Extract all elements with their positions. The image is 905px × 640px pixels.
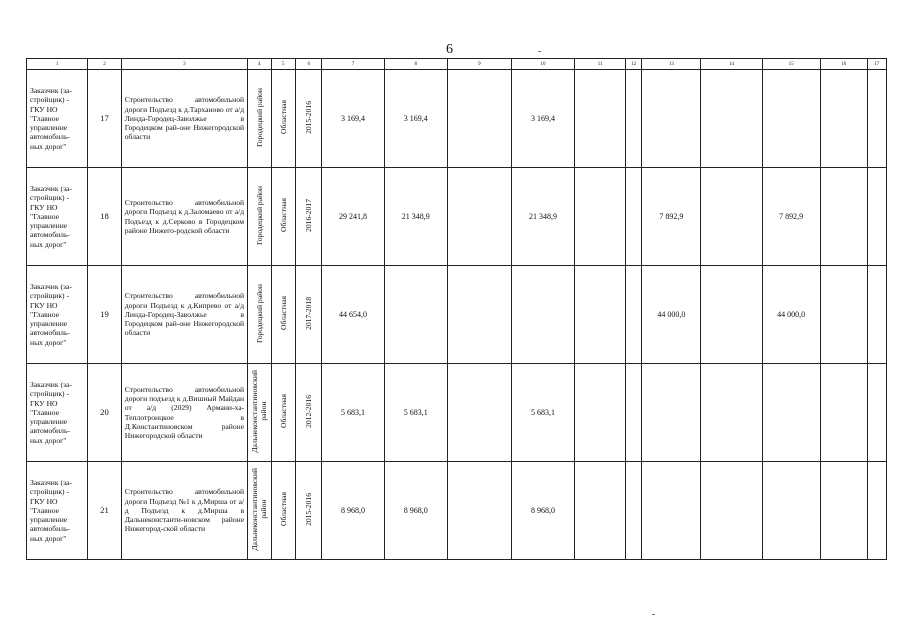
level-cell: Областная [271,462,295,560]
value-cell-12 [626,364,642,462]
customer-cell: Заказчик (за- стройщик) - ГКУ НО "Главное управление автомобиль- ных дорог" [27,70,88,168]
value-cell-15: 44 000,0 [762,266,820,364]
value-cell-9 [447,266,511,364]
column-number: 7 [322,59,384,70]
table-row [27,364,887,462]
period-cell: 2016-2017 [295,168,321,266]
column-number: 5 [271,59,295,70]
value-cell-12 [626,462,642,560]
column-number: 11 [575,59,626,70]
value-cell-15 [762,70,820,168]
customer-cell: Заказчик (за- стройщик) - ГКУ НО "Главное управление автомобиль- ных дорог" [27,266,88,364]
value-cell-15: 7 892,9 [762,168,820,266]
value-cell-13 [642,462,701,560]
column-number: 13 [642,59,701,70]
data-table [26,58,887,560]
column-number: 10 [511,59,574,70]
district-cell: Городецкий район [248,70,271,168]
column-number: 9 [447,59,511,70]
value-cell-12 [626,70,642,168]
value-cell-14 [701,364,762,462]
column-number: 8 [384,59,447,70]
district-cell: Городецкий район [248,168,271,266]
row-number-cell: 18 [88,168,122,266]
period-cell: 2015-2016 [295,462,321,560]
column-number: 1 [27,59,88,70]
value-cell-10: 21 348,9 [511,168,574,266]
value-cell-16 [820,168,867,266]
column-number: 4 [248,59,271,70]
value-cell-16 [820,462,867,560]
value-cell-7: 5 683,1 [322,364,384,462]
value-cell-16 [820,70,867,168]
value-cell-10 [511,266,574,364]
row-number-cell: 20 [88,364,122,462]
district-cell: Дальнеконстантиновский район [248,462,271,560]
column-number: 6 [295,59,321,70]
description-cell: Строительство автомобильной дороги Подъезд №1 к д.Мирша от а/д Подъезд к д.Мирша в Дальнеконстанти-новском районе Нижегород-ской области [121,462,247,560]
value-cell-8: 8 968,0 [384,462,447,560]
value-cell-8: 21 348,9 [384,168,447,266]
value-cell-14 [701,168,762,266]
description-cell: Строительство автомобильной дороги Подъезд к д.Заломаево от а/д Подъезд к д.Серково в Городецком районе Нижего-родской области [121,168,247,266]
table-row [27,266,887,364]
value-cell-10: 3 169,4 [511,70,574,168]
level-cell: Областная [271,168,295,266]
value-cell-9 [447,70,511,168]
value-cell-11 [575,462,626,560]
value-cell-11 [575,364,626,462]
period-cell: 2012-2016 [295,364,321,462]
value-cell-14 [701,70,762,168]
value-cell-12 [626,168,642,266]
column-number: 3 [121,59,247,70]
row-number-cell: 17 [88,70,122,168]
period-cell: 2017-2018 [295,266,321,364]
customer-cell: Заказчик (за- стройщик) - ГКУ НО "Главное управление автомобиль- ных дорог" [27,462,88,560]
district-cell: Городецкий район [248,266,271,364]
value-cell-17 [867,266,886,364]
column-number: 12 [626,59,642,70]
value-cell-17 [867,168,886,266]
row-number-cell: 21 [88,462,122,560]
value-cell-9 [447,168,511,266]
customer-cell: Заказчик (за- стройщик) - ГКУ НО "Главное управление автомобиль- ных дорог" [27,364,88,462]
description-cell: Строительство автомобильной дороги Подъезд к д.Тарханово от а/д Линда-Городец-Заволжье в Городецком рай-оне Нижегородской области [121,70,247,168]
scan-mark [652,614,655,615]
level-cell: Областная [271,70,295,168]
value-cell-13 [642,364,701,462]
value-cell-14 [701,462,762,560]
level-cell: Областная [271,364,295,462]
value-cell-7: 3 169,4 [322,70,384,168]
value-cell-15 [762,364,820,462]
row-number-cell: 19 [88,266,122,364]
value-cell-15 [762,462,820,560]
column-number: 14 [701,59,762,70]
value-cell-12 [626,266,642,364]
value-cell-10: 8 968,0 [511,462,574,560]
scan-mark [538,51,541,52]
value-cell-8: 5 683,1 [384,364,447,462]
value-cell-8 [384,266,447,364]
district-cell: Дальнеконстантиновский район [248,364,271,462]
value-cell-13 [642,70,701,168]
level-cell: Областная [271,266,295,364]
table-row [27,462,887,560]
value-cell-16 [820,364,867,462]
value-cell-13: 44 000,0 [642,266,701,364]
value-cell-7: 44 654,0 [322,266,384,364]
column-number: 17 [867,59,886,70]
value-cell-17 [867,462,886,560]
value-cell-9 [447,364,511,462]
description-cell: Строительство автомобильной дороги Подъезд к д.Кипрево от а/д Линда-Городец-Заволжье в Городецком рай-оне Нижегородской области [121,266,247,364]
value-cell-9 [447,462,511,560]
table-row [27,70,887,168]
value-cell-7: 8 968,0 [322,462,384,560]
value-cell-11 [575,168,626,266]
column-number: 2 [88,59,122,70]
description-cell: Строительство автомобильной дороги подъезд к д.Вишный Майдан от а/д (2029) Армани-ха-Теплотронцкое в Д.Константиновском районе Нижегородской области [121,364,247,462]
value-cell-17 [867,70,886,168]
table-row [27,168,887,266]
value-cell-14 [701,266,762,364]
column-number: 16 [820,59,867,70]
value-cell-16 [820,266,867,364]
period-cell: 2015-2016 [295,70,321,168]
value-cell-10: 5 683,1 [511,364,574,462]
value-cell-13: 7 892,9 [642,168,701,266]
value-cell-11 [575,70,626,168]
value-cell-7: 29 241,8 [322,168,384,266]
page-number: 6 [446,42,453,57]
value-cell-17 [867,364,886,462]
customer-cell: Заказчик (за- стройщик) - ГКУ НО "Главное управление автомобиль- ных дорог" [27,168,88,266]
column-numbers-row [27,59,887,70]
value-cell-11 [575,266,626,364]
column-number: 15 [762,59,820,70]
value-cell-8: 3 169,4 [384,70,447,168]
